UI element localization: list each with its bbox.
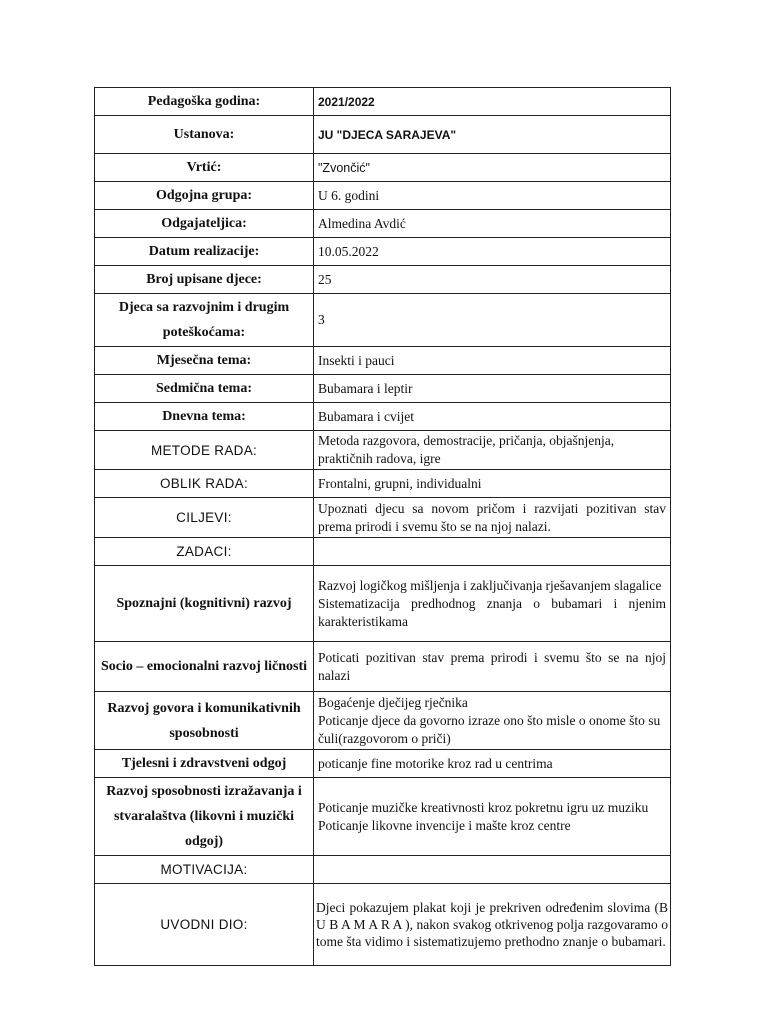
table-row	[95, 403, 671, 431]
table-row	[95, 470, 671, 498]
row-label: UVODNI DIO:	[95, 884, 314, 966]
table-row	[95, 375, 671, 403]
row-value: U 6. godini	[314, 182, 671, 210]
row-value: Bubamara i leptir	[314, 375, 671, 403]
table-row	[95, 431, 671, 470]
row-value: Frontalni, grupni, individualni	[314, 470, 671, 498]
table-row	[95, 154, 671, 182]
row-label: Ustanova:	[95, 116, 314, 154]
value-line: Razvoj logičkog mišljenja i zaključivanja rješavanjem slagalice	[318, 577, 662, 593]
row-label: Vrtić:	[95, 154, 314, 182]
row-label: Razvoj govora i komunikativnih sposobnosti	[95, 692, 314, 750]
row-label: Djeca sa razvojnim i drugim poteškoćama:	[95, 294, 314, 347]
value-line: Poticanje muzičke kreativnosti kroz pokretnu igru uz muziku	[318, 799, 649, 815]
row-value: Djeci pokazujem plakat koji je prekriven određenim slovima (B U B A M A R A ), nakon svakog otkrivenog polja razgovaramo o tome šta vidimo i sistematizujemo prethodno znanje o bubamari.	[314, 884, 671, 966]
row-value: "Zvončić"	[314, 154, 671, 182]
row-label: Datum realizacije:	[95, 238, 314, 266]
table-row	[95, 88, 671, 116]
row-label: METODE RADA:	[95, 431, 314, 470]
row-value: 3	[314, 294, 671, 347]
row-value: Insekti i pauci	[314, 347, 671, 375]
row-label: MOTIVACIJA:	[95, 856, 314, 884]
table-row	[95, 856, 671, 884]
row-label: Odgojna grupa:	[95, 182, 314, 210]
row-value: Upoznati djecu sa novom pričom i razvijati pozitivan stav prema prirodi i svemu što se na njoj nalazi.	[314, 498, 671, 538]
row-label: Tjelesni i zdravstveni odgoj	[95, 750, 314, 778]
table-row	[95, 642, 671, 692]
table-row	[95, 294, 671, 347]
table-row	[95, 210, 671, 238]
row-label: Mjesečna tema:	[95, 347, 314, 375]
row-value: Almedina Avdić	[314, 210, 671, 238]
table-row	[95, 692, 671, 750]
table-row	[95, 182, 671, 210]
row-value: Poticati pozitivan stav prema prirodi i svemu što se na njoj nalazi	[314, 642, 671, 692]
value-line: Bogaćenje dječijeg rječnika	[318, 694, 468, 710]
table-row	[95, 884, 671, 966]
table-row	[95, 566, 671, 642]
row-value: 2021/2022	[314, 88, 671, 116]
row-value	[314, 778, 671, 856]
row-label: Pedagoška godina:	[95, 88, 314, 116]
lesson-plan-table	[94, 87, 671, 966]
row-value	[314, 692, 671, 750]
value-line: Poticanje djece da govorno izraze ono što misle o onome što su čuli(razgovorom o priči)	[318, 712, 661, 746]
row-value: Metoda razgovora, demostracije, pričanja, objašnjenja, praktičnih radova, igre	[314, 431, 671, 470]
row-label: CILJEVI:	[95, 498, 314, 538]
row-label: Socio – emocionalni razvoj ličnosti	[95, 642, 314, 692]
row-label: Razvoj sposobnosti izražavanja i stvaralaštva (likovni i muzički odgoj)	[95, 778, 314, 856]
table-row	[95, 538, 671, 566]
row-value: 25	[314, 266, 671, 294]
row-label: Odgajateljica:	[95, 210, 314, 238]
table-row	[95, 266, 671, 294]
row-value: 10.05.2022	[314, 238, 671, 266]
row-label: Sedmična tema:	[95, 375, 314, 403]
value-line: Sistematizacija predhodnog znanja o bubamari i njenim karakteristikama	[318, 595, 666, 629]
row-label: ZADACI:	[95, 538, 314, 566]
row-value: JU "DJECA SARAJEVA"	[314, 116, 671, 154]
row-label: Dnevna tema:	[95, 403, 314, 431]
table-row	[95, 778, 671, 856]
table-row	[95, 750, 671, 778]
table-row	[95, 498, 671, 538]
row-value: poticanje fine motorike kroz rad u centrima	[314, 750, 671, 778]
row-label: OBLIK RADA:	[95, 470, 314, 498]
row-value	[314, 566, 671, 642]
table-row	[95, 116, 671, 154]
table-row	[95, 347, 671, 375]
row-label: Broj upisane djece:	[95, 266, 314, 294]
row-value: Bubamara i cvijet	[314, 403, 671, 431]
value-line: Poticanje likovne invencije i mašte kroz centre	[318, 817, 571, 833]
row-value	[314, 856, 671, 884]
table-row	[95, 238, 671, 266]
row-value	[314, 538, 671, 566]
row-label: Spoznajni (kognitivni) razvoj	[95, 566, 314, 642]
